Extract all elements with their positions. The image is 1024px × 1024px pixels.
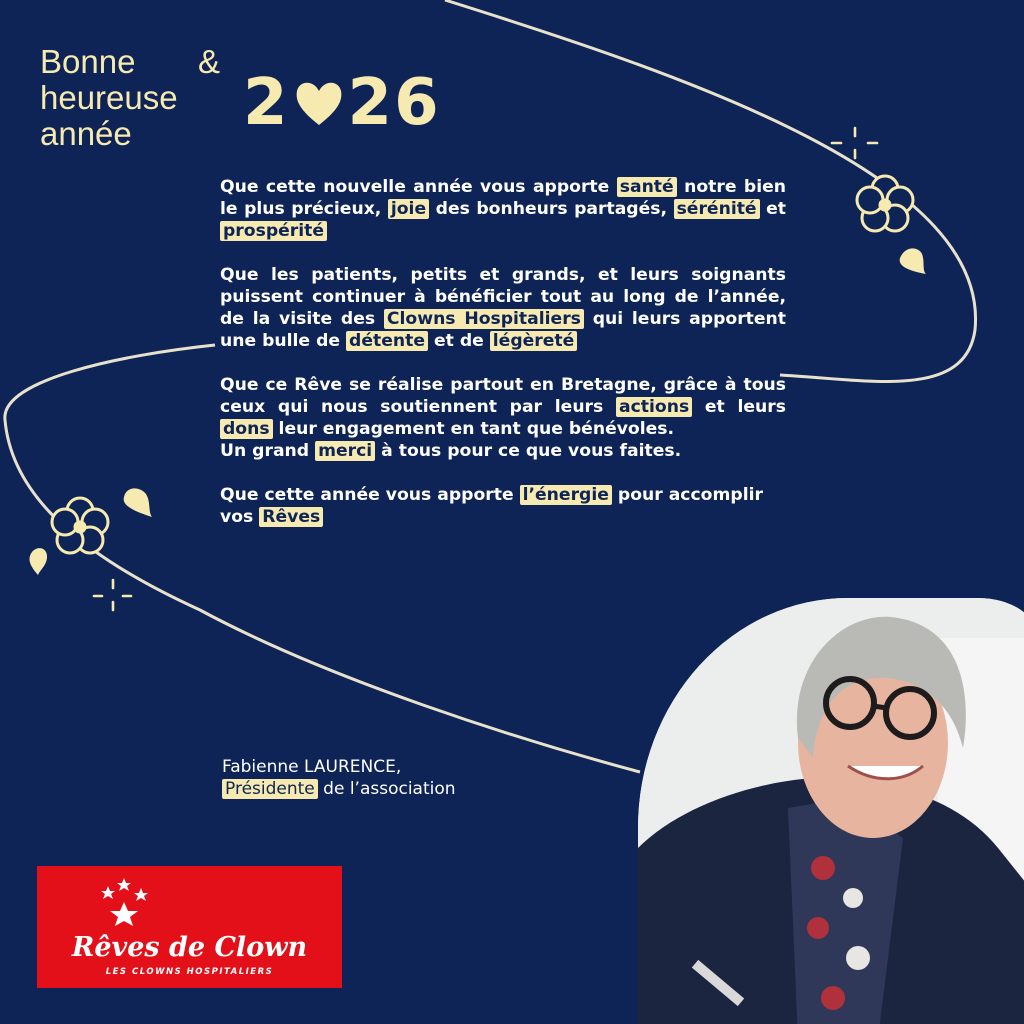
highlight-word: merci: [315, 441, 375, 461]
message-paragraph: [220, 374, 786, 440]
brand-logo: [37, 866, 342, 988]
year-digits: 26: [347, 66, 441, 140]
text: et de: [427, 331, 490, 351]
message-paragraph: [220, 264, 786, 352]
year-title: [243, 66, 441, 140]
message-body: [220, 176, 786, 550]
highlight-word: détente: [346, 331, 428, 351]
text: leur engagement en tant que bénévoles.: [272, 419, 675, 439]
heart-icon: [291, 75, 347, 131]
text: Que ce Rêve se réalise partout en Bretagne, grâce à tous ceux qui nous soutiennent par leurs: [220, 375, 786, 417]
flower-icon: [52, 498, 108, 553]
highlight-word: actions: [616, 397, 692, 417]
text: Un grand: [220, 441, 316, 461]
flower-icon: [857, 176, 913, 231]
year-digit: 2: [243, 66, 290, 140]
message-paragraph: [220, 484, 786, 528]
stars-icon: [95, 876, 185, 936]
text: pour accomplir vos: [220, 485, 763, 527]
logo-tagline: LES CLOWNS HOSPITALIERS: [105, 967, 274, 977]
text: Que cette nouvelle année vous apporte: [220, 177, 617, 197]
message-paragraph: [220, 176, 786, 242]
signature: [222, 756, 456, 800]
highlight-word: légèreté: [490, 331, 578, 351]
text: qui leurs apportent une bulle de: [220, 309, 786, 351]
text: des bonheurs partagés,: [429, 199, 674, 219]
text: Que cette année vous apporte: [220, 485, 520, 505]
highlight-word: l’énergie: [520, 485, 612, 505]
text: et leurs: [692, 397, 786, 417]
greeting-word: année: [40, 115, 132, 152]
logo-name: Rêves de Clown: [71, 932, 308, 963]
highlight-word: prospérité: [220, 221, 327, 241]
highlight-word: santé: [617, 177, 677, 197]
greeting-word: Bonne: [40, 43, 136, 80]
text: notre bien le plus précieux,: [220, 177, 786, 219]
highlight-word: Présidente: [222, 779, 318, 799]
signer-role: [222, 778, 456, 800]
highlight-word: Clowns Hospitaliers: [384, 309, 584, 329]
ampersand: &: [197, 43, 220, 80]
highlight-word: joie: [388, 199, 429, 219]
text: et: [759, 199, 787, 219]
message-paragraph: [220, 440, 786, 462]
text: à tous pour ce que vous faites.: [375, 441, 682, 461]
highlight-word: sérénité: [674, 199, 760, 219]
greeting-title: [40, 44, 220, 152]
greeting-word: heureuse: [40, 79, 178, 116]
text: de l’association: [317, 779, 456, 799]
text: Que les patients, petits et grands, et leurs soignants puissent continuer à bénéficier tout au long de l’année, de la visite des: [220, 265, 786, 329]
highlight-word: dons: [220, 419, 273, 439]
signer-name: Fabienne LAURENCE,: [222, 757, 402, 777]
highlight-word: Rêves: [259, 507, 323, 527]
